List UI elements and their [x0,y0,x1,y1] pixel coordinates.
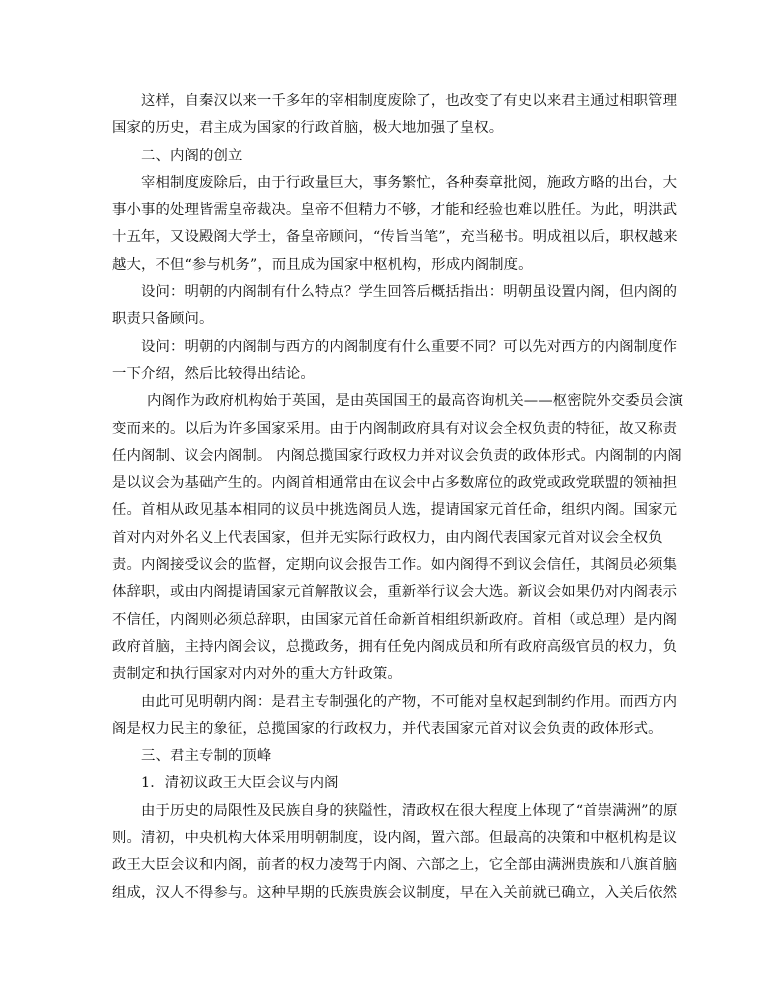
text-line: 是以议会为基础产生的。内阁首相通常由在议会中占多数席位的政党或政党联盟的领袖担 [112,475,678,492]
text-line: 由于历史的局限性及民族自身的狭隘性，清政权在很大程度上体现了“首崇满洲”的原 [141,802,678,819]
text-line: 由此可见明朝内阁：是君主专制强化的产物，不可能对皇权起到制约作用。而西方内 [141,693,678,710]
text-line: 体辞职，或由内阁提请国家元首解散议会，重新举行议会大选。新议会如果仍对内阁表示 [112,584,678,601]
text-line: 任内阁制、议会内阁制。 内阁总揽国家行政权力并对议会负责的政体形式。内阁制的内阁 [112,447,682,464]
text-line: 组成，汉人不得参与。这种早期的氏族贵族会议制度，早在入关前就已确立，入关后依然 [112,884,678,901]
text-line: 政府首脑，主持内阁会议，总揽政务，拥有任免内阁成员和所有政府高级官员的权力，负 [112,638,678,655]
body-paragraph [112,388,684,688]
body-paragraph [112,689,678,744]
body-paragraph [112,334,678,389]
text-line: 这样，自秦汉以来一千多年的宰相制度废除了，也改变了有史以来君主通过相职管理 [141,93,678,109]
body-paragraph [112,279,678,334]
body-paragraph [112,88,678,143]
body-paragraph [112,798,678,907]
text-line: 首对内对外名义上代表国家，但并无实际行政权力，由内阁代表国家元首对议会全权负 [112,529,663,546]
section-heading [112,743,658,770]
text-line: 1．清初议政王大臣会议与内阁 [141,775,339,792]
text-line: 责。内阁接受议会的监督，定期向议会报告工作。如内阁得不到议会信任，其阁员必须集 [112,557,678,574]
text-line: 政王大臣会议和内阁，前者的权力凌驾于内阁、六部之上，它全部由满洲贵族和八旗首脑 [112,857,678,874]
document-body [112,88,684,907]
text-line: 职责只备顾问。 [112,311,214,328]
section-heading [112,770,658,797]
text-line: 三、君主专制的顶峰 [141,748,272,765]
text-line: 变而来的。以后为许多国家采用。由于内阁制政府具有对议会全权负责的特征，故又称责 [112,420,678,437]
text-line: 事小事的处理皆需皇帝裁决。皇帝不但精力不够，才能和经验也难以胜任。为此，明洪武 [112,202,678,219]
text-line: 设问：明朝的内阁制有什么特点？学生回答后概括指出：明朝虽设置内阁，但内阁的 [141,284,678,301]
text-line: 责制定和执行国家对内对外的重大方针政策。 [112,666,402,683]
text-line: 国家的历史，君主成为国家的行政首脑，极大地加强了皇权。 [112,120,504,137]
section-heading [112,143,658,170]
text-line: 内阁作为政府机构始于英国，是由英国国王的最高咨询机关——枢密院外交委员会演 [147,393,684,410]
text-line: 任。首相从政见基本相同的议员中挑选阁员人选，提请国家元首任命，组织内阁。国家元 [112,502,678,519]
text-line: 十五年，又设殿阁大学士，备皇帝顾问，“传旨当笔”，充当秘书。明成祖以后，职权越来 [112,229,678,246]
text-line: 不信任，内阁则必须总辞职，由国家元首任命新首相组织新政府。首相（或总理）是内阁 [112,611,678,628]
text-line: 则。清初，中央机构大体采用明朝制度，设内阁，置六部。但最高的决策和中枢机构是议 [112,830,678,847]
body-paragraph [112,170,678,279]
text-line: 越大，不但“参与机务”，而且成为国家中枢机构，形成内阁制度。 [112,256,533,273]
text-line: 阁是权力民主的象征，总揽国家的行政权力，并代表国家元首对议会负责的政体形式。 [112,720,663,737]
text-line: 设问：明朝的内阁制与西方的内阁制度有什么重要不同？可以先对西方的内阁制度作 [141,338,678,355]
text-line: 宰相制度废除后，由于行政量巨大，事务繁忙，各种奏章批阅，施政方略的出台，大 [141,174,678,191]
text-line: 二、内阁的创立 [141,147,243,164]
text-line: 一下介绍，然后比较得出结论。 [112,365,315,382]
